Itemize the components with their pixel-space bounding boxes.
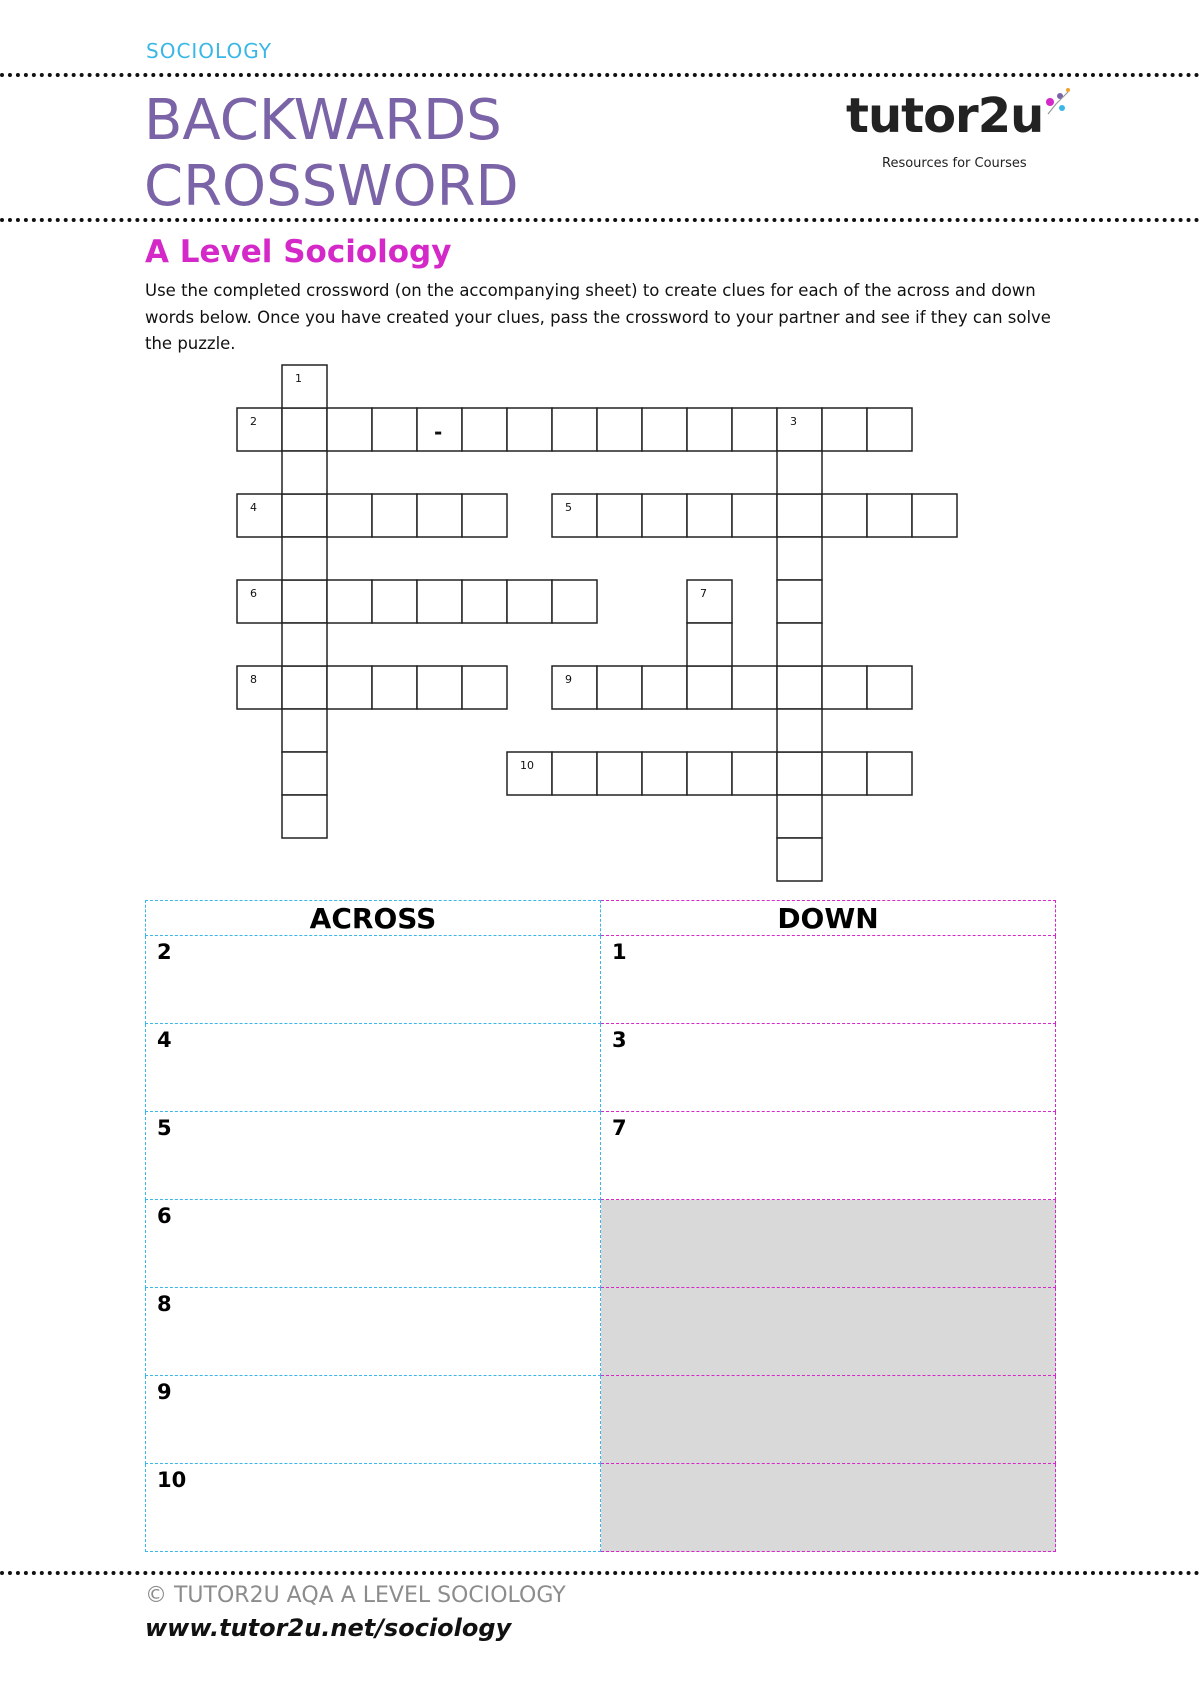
crossword-cell[interactable] — [642, 408, 687, 451]
crossword-cell[interactable] — [867, 494, 912, 537]
crossword-cell[interactable] — [552, 580, 597, 623]
logo-tagline: Resources for Courses — [882, 156, 1027, 171]
section-heading: A Level Sociology — [145, 234, 452, 270]
crossword-cell[interactable] — [822, 408, 867, 451]
crossword-cell[interactable] — [327, 666, 372, 709]
across-clue-cell[interactable]: 9 — [146, 1376, 601, 1464]
crossword-cell[interactable] — [597, 494, 642, 537]
crossword-cell[interactable] — [777, 795, 822, 838]
crossword-cell[interactable] — [777, 666, 822, 709]
across-clue-cell[interactable]: 8 — [146, 1288, 601, 1376]
clue-row — [146, 1288, 1056, 1376]
shaded-empty-cell — [601, 1200, 1056, 1288]
across-clue-cell[interactable]: 5 — [146, 1112, 601, 1200]
crossword-cell[interactable] — [282, 623, 327, 666]
crossword-cell[interactable] — [552, 752, 597, 795]
crossword-cell[interactable] — [372, 666, 417, 709]
crossword-cell[interactable] — [732, 408, 777, 451]
crossword-cell[interactable] — [372, 408, 417, 451]
clue-row — [146, 1024, 1056, 1112]
crossword-cell[interactable] — [777, 537, 822, 580]
crossword-cell[interactable] — [237, 580, 282, 623]
cell-number-label: 4 — [250, 501, 257, 514]
clue-row — [146, 1464, 1056, 1552]
crossword-cell[interactable] — [732, 494, 777, 537]
crossword-cell[interactable] — [777, 838, 822, 881]
crossword-cell[interactable] — [237, 666, 282, 709]
clue-row — [146, 1200, 1056, 1288]
crossword-cell[interactable] — [687, 666, 732, 709]
across-clue-cell[interactable]: 6 — [146, 1200, 601, 1288]
crossword-cell[interactable] — [732, 752, 777, 795]
crossword-cell[interactable] — [282, 752, 327, 795]
crossword-cell[interactable] — [462, 494, 507, 537]
crossword-cell[interactable] — [282, 408, 327, 451]
crossword-cell[interactable] — [327, 580, 372, 623]
subject-label: SOCIOLOGY — [146, 39, 272, 63]
footer-dotted-divider — [0, 1571, 1200, 1575]
crossword-cell[interactable] — [417, 580, 462, 623]
down-header: DOWN — [601, 901, 1056, 936]
cell-number-label: 5 — [565, 501, 572, 514]
crossword-cell[interactable] — [597, 666, 642, 709]
crossword-cell[interactable] — [822, 666, 867, 709]
crossword-cell[interactable] — [732, 666, 777, 709]
crossword-cell[interactable] — [822, 752, 867, 795]
crossword-cell[interactable] — [552, 494, 597, 537]
crossword-cell[interactable] — [912, 494, 957, 537]
crossword-cell[interactable] — [282, 795, 327, 838]
crossword-cell[interactable] — [687, 580, 732, 623]
crossword-cell[interactable] — [327, 494, 372, 537]
instructions-text: Use the completed crossword (on the accompanying sheet) to create clues for each of the across and down words below. Once you have created your clues, pass the crossword to your partner and see if they can solve the puzzle. — [145, 281, 1051, 353]
crossword-cell[interactable] — [372, 580, 417, 623]
across-clue-cell[interactable]: 10 — [146, 1464, 601, 1552]
crossword-cell[interactable] — [282, 451, 327, 494]
crossword-cell[interactable] — [417, 494, 462, 537]
crossword-cell[interactable] — [777, 494, 822, 537]
crossword-cell[interactable] — [777, 451, 822, 494]
crossword-cell[interactable] — [552, 408, 597, 451]
crossword-cell[interactable] — [462, 408, 507, 451]
cell-number-label: 2 — [250, 415, 257, 428]
cell-number-label: 1 — [295, 372, 302, 385]
crossword-cell[interactable] — [552, 666, 597, 709]
clue-row — [146, 1376, 1056, 1464]
crossword-cell[interactable] — [282, 537, 327, 580]
crossword-cell[interactable] — [282, 494, 327, 537]
crossword-cell[interactable] — [687, 408, 732, 451]
crossword-cell[interactable] — [597, 752, 642, 795]
crossword-cell[interactable] — [687, 494, 732, 537]
across-clue-cell[interactable]: 2 — [146, 936, 601, 1024]
cell-number-label: 9 — [565, 673, 572, 686]
across-clue-cell[interactable]: 4 — [146, 1024, 601, 1112]
crossword-cell[interactable] — [282, 709, 327, 752]
crossword-cell[interactable] — [777, 623, 822, 666]
shaded-empty-cell — [601, 1288, 1056, 1376]
copyright-text: © TUTOR2U AQA A LEVEL SOCIOLOGY — [145, 1583, 566, 1608]
crossword-cell[interactable] — [282, 365, 327, 408]
down-clue-cell[interactable]: 7 — [601, 1112, 1056, 1200]
crossword-cell[interactable] — [822, 494, 867, 537]
crossword-cell[interactable] — [507, 580, 552, 623]
cell-number-label: 10 — [520, 759, 534, 772]
cell-number-label: 6 — [250, 587, 257, 600]
crossword-cell[interactable] — [462, 666, 507, 709]
down-clue-cell[interactable]: 3 — [601, 1024, 1056, 1112]
shaded-empty-cell — [601, 1376, 1056, 1464]
down-clue-cell[interactable]: 1 — [601, 936, 1056, 1024]
crossword-cell[interactable] — [372, 494, 417, 537]
logo-wordmark: tutor2u — [846, 88, 1044, 144]
title-line-1: BACKWARDS — [144, 88, 502, 153]
across-header: ACROSS — [146, 901, 601, 936]
crossword-cell[interactable] — [687, 623, 732, 666]
crossword-cell[interactable] — [642, 494, 687, 537]
crossword-cell[interactable] — [282, 666, 327, 709]
crossword-cell[interactable] — [867, 408, 912, 451]
crossword-cell[interactable] — [327, 408, 372, 451]
shaded-empty-cell — [601, 1464, 1056, 1552]
crossword-cell[interactable] — [507, 408, 552, 451]
crossword-cell[interactable] — [417, 666, 462, 709]
crossword-cell[interactable] — [282, 580, 327, 623]
crossword-cell[interactable] — [462, 580, 507, 623]
crossword-cell[interactable] — [777, 580, 822, 623]
crossword-cell[interactable] — [777, 709, 822, 752]
crossword-cell[interactable] — [237, 408, 282, 451]
hyphen-mark: - — [434, 420, 443, 444]
crossword-cell[interactable] — [597, 408, 642, 451]
clue-table — [145, 900, 1056, 1552]
crossword-cell[interactable] — [867, 666, 912, 709]
clue-row — [146, 1112, 1056, 1200]
crossword-cell[interactable] — [777, 408, 822, 451]
crossword-cell[interactable] — [687, 752, 732, 795]
crossword-cell[interactable] — [777, 752, 822, 795]
crossword-cell[interactable] — [237, 494, 282, 537]
cell-number-label: 7 — [700, 587, 707, 600]
crossword-cell[interactable] — [867, 752, 912, 795]
cell-number-label: 3 — [790, 415, 797, 428]
crossword-cell[interactable] — [642, 752, 687, 795]
title-line-2: CROSSWORD — [144, 154, 519, 219]
website-link[interactable]: www.tutor2u.net/sociology — [145, 1614, 512, 1642]
cell-number-label: 8 — [250, 673, 257, 686]
clue-row — [146, 936, 1056, 1024]
crossword-cell[interactable] — [642, 666, 687, 709]
